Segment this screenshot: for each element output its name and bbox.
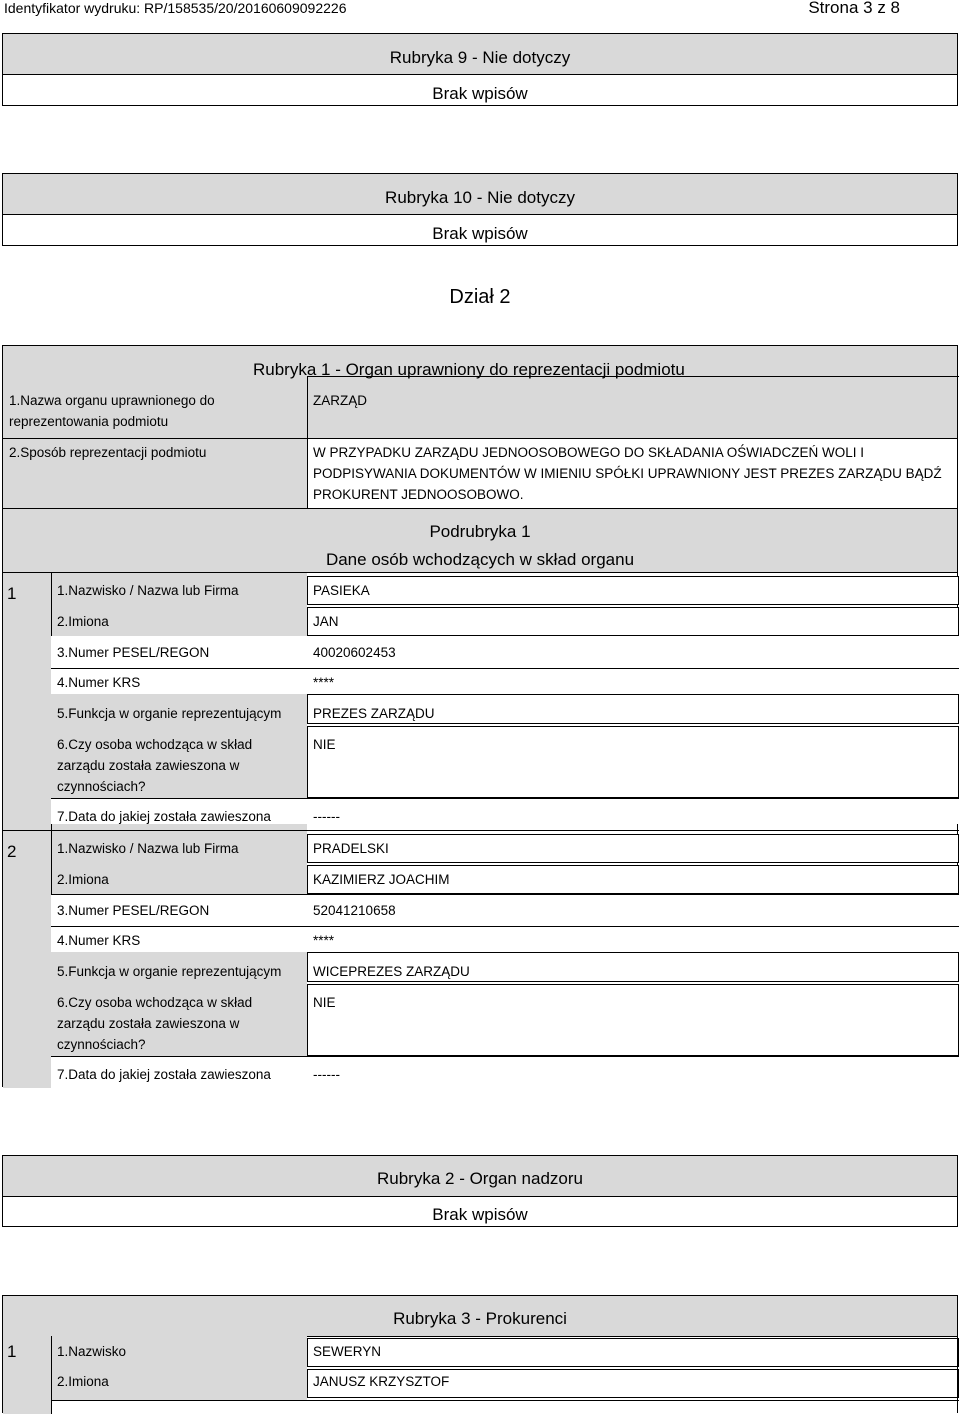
rubryka-2-title: Rubryka 2 - Organ nadzoru (377, 1169, 583, 1188)
person-1-pesel: 40020602453 (313, 645, 396, 660)
prokurent-names: JANUSZ KRZYSZTOF (313, 1374, 450, 1389)
person-2-krs-label: 4.Numer KRS (57, 933, 141, 948)
section-title: Dział 2 (449, 286, 511, 308)
person-2-surname: PRADELSKI (313, 841, 389, 856)
person-1-surname: PASIEKA (313, 583, 370, 598)
person-2-suspended: NIE (313, 995, 336, 1010)
prokurent-surname-label: 1.Nazwisko (57, 1344, 127, 1359)
rubryka-9 (2, 33, 958, 106)
person-2-pesel-label: 3.Numer PESEL/REGON (57, 903, 210, 918)
rubryka-10-empty: Brak wpisów (432, 224, 528, 243)
person-1-suspended: NIE (313, 737, 336, 752)
person-2-number: 2 (7, 842, 17, 861)
person-1-date: ------ (313, 809, 340, 824)
rubryka-2 (2, 1155, 958, 1227)
person-1-pesel-label: 3.Numer PESEL/REGON (57, 645, 210, 660)
person-1-date-label: 7.Data do jakiej została zawieszona (57, 809, 271, 824)
representation-value: W PRZYPADKU ZARZĄDU JEDNOOSOBOWEGO DO SKŁADANIA OŚWIADCZEŃ WOLI I PODPISYWANIA DOKUMENTÓW W IMIENIU SPÓŁKI UPRAWNIONY JEST PREZES ZARZĄDU BĄDŹ PROKURENT JEDNOOSOBOWO. (313, 445, 942, 502)
person-1-function-label: 5.Funkcja w organie reprezentującym (57, 706, 282, 721)
rubryka-9-empty: Brak wpisów (432, 84, 528, 103)
person-2-krs: **** (313, 933, 335, 948)
person-1-suspended-label: 6.Czy osoba wchodząca w skład zarządu została zawieszona w czynnościach? (57, 737, 253, 794)
person-1-names: JAN (313, 614, 339, 629)
person-2-function-label: 5.Funkcja w organie reprezentującym (57, 964, 282, 979)
person-1-names-label: 2.Imiona (57, 614, 109, 629)
organ-name-label: 1.Nazwa organu uprawnionego do reprezentowania podmiotu (9, 393, 215, 429)
person-1-krs-label: 4.Numer KRS (57, 675, 141, 690)
rubryka-10 (2, 173, 958, 246)
prokurent-names-label: 2.Imiona (57, 1374, 109, 1389)
rubryka-2-empty: Brak wpisów (432, 1205, 528, 1224)
person-2-pesel: 52041210658 (313, 903, 396, 918)
person-2-names: KAZIMIERZ JOACHIM (313, 872, 450, 887)
person-2-names-label: 2.Imiona (57, 872, 109, 887)
rubryka-3 (2, 1295, 958, 1413)
person-1-number: 1 (7, 584, 17, 603)
rubryka-1-title: Rubryka 1 - Organ uprawniony do reprezentacji podmiotu (253, 360, 685, 379)
rubryka-9-title: Rubryka 9 - Nie dotyczy (389, 48, 571, 67)
person-2-function: WICEPREZES ZARZĄDU (313, 964, 470, 979)
page-number: Strona 3 z 8 (808, 0, 900, 17)
representation-label: 2.Sposób reprezentacji podmiotu (9, 445, 207, 460)
prokurent-number: 1 (7, 1342, 17, 1361)
subrubryka-title: Podrubryka 1 (429, 522, 531, 541)
person-2-suspended-label: 6.Czy osoba wchodząca w skład zarządu została zawieszona w czynnościach? (57, 995, 253, 1052)
person-1-surname-label: 1.Nazwisko / Nazwa lub Firma (57, 583, 239, 598)
rubryka-3-title: Rubryka 3 - Prokurenci (393, 1309, 567, 1328)
person-2-date-label: 7.Data do jakiej została zawieszona (57, 1067, 271, 1082)
prokurent-surname: SEWERYN (313, 1344, 382, 1359)
person-2-surname-label: 1.Nazwisko / Nazwa lub Firma (57, 841, 239, 856)
rubryka-1 (2, 345, 958, 1087)
print-id: Identyfikator wydruku: RP/158535/20/20160609092226 (4, 0, 347, 16)
person-1-function: PREZES ZARZĄDU (313, 706, 435, 721)
rubryka-10-title: Rubryka 10 - Nie dotyczy (385, 188, 575, 207)
person-1-krs: **** (313, 675, 335, 690)
subrubryka-subtitle: Dane osób wchodzących w skład organu (325, 550, 635, 569)
organ-name-value: ZARZĄD (313, 393, 367, 408)
person-2-date: ------ (313, 1067, 340, 1082)
